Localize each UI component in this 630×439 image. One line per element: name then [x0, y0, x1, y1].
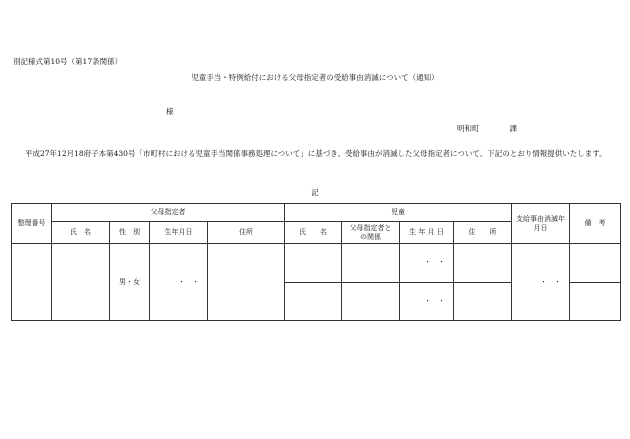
cell-remarks: [570, 244, 621, 282]
body-text: 平成27年12月18府子本第430号「市町村における児童手当関係事務処理について」に基づき、受給事由が消滅した父母指定者について、下記のとおり情報提供いたします。: [25, 149, 607, 158]
header-remarks: 備 考: [570, 204, 621, 244]
cell-child-birthdate: ・ ・: [400, 282, 454, 320]
notification-table: [11, 203, 621, 321]
header-child-name: 氏 名: [285, 222, 342, 244]
addressee-suffix: 様: [166, 107, 174, 116]
cell-parent-birthdate: ・ ・: [150, 244, 208, 321]
header-child-relation: 父母指定者との関係: [342, 222, 400, 244]
header-child-birthdate: 生 年 月 日: [400, 222, 454, 244]
header-registration-number: 整理番号: [12, 204, 52, 244]
cell-registration-number: [12, 244, 52, 321]
form-number: 別記様式第10号（第17条関係）: [13, 57, 123, 66]
cell-parent-sex: 男・女: [110, 244, 150, 321]
header-parent-address: 住所: [208, 222, 285, 244]
ki-heading: 記: [311, 188, 319, 197]
cell-remarks: [570, 282, 621, 320]
cell-child-relation: [342, 282, 400, 320]
document-title: 児童手当・特例給付における父母指定者の受給事由消滅について（通知）: [191, 73, 439, 82]
header-parent-birthdate: 生年月日: [150, 222, 208, 244]
cell-child-birthdate: ・ ・: [400, 244, 454, 282]
header-parent-sex: 性 別: [110, 222, 150, 244]
header-parent-designee: 父母指定者: [52, 204, 285, 222]
cell-child-address: [454, 244, 512, 282]
header-child-address: 住 所: [454, 222, 512, 244]
cell-child-name: [285, 244, 342, 282]
header-parent-name: 氏 名: [52, 222, 110, 244]
cell-child-name: [285, 282, 342, 320]
cell-parent-name: [52, 244, 110, 321]
sender-department: 明和町 課: [457, 124, 517, 133]
cell-end-date: ・ ・: [512, 244, 570, 321]
header-child: 児童: [285, 204, 512, 222]
cell-parent-address: [208, 244, 285, 321]
cell-child-address: [454, 282, 512, 320]
cell-child-relation: [342, 244, 400, 282]
header-end-date: 支給事由消滅年月日: [512, 204, 570, 244]
